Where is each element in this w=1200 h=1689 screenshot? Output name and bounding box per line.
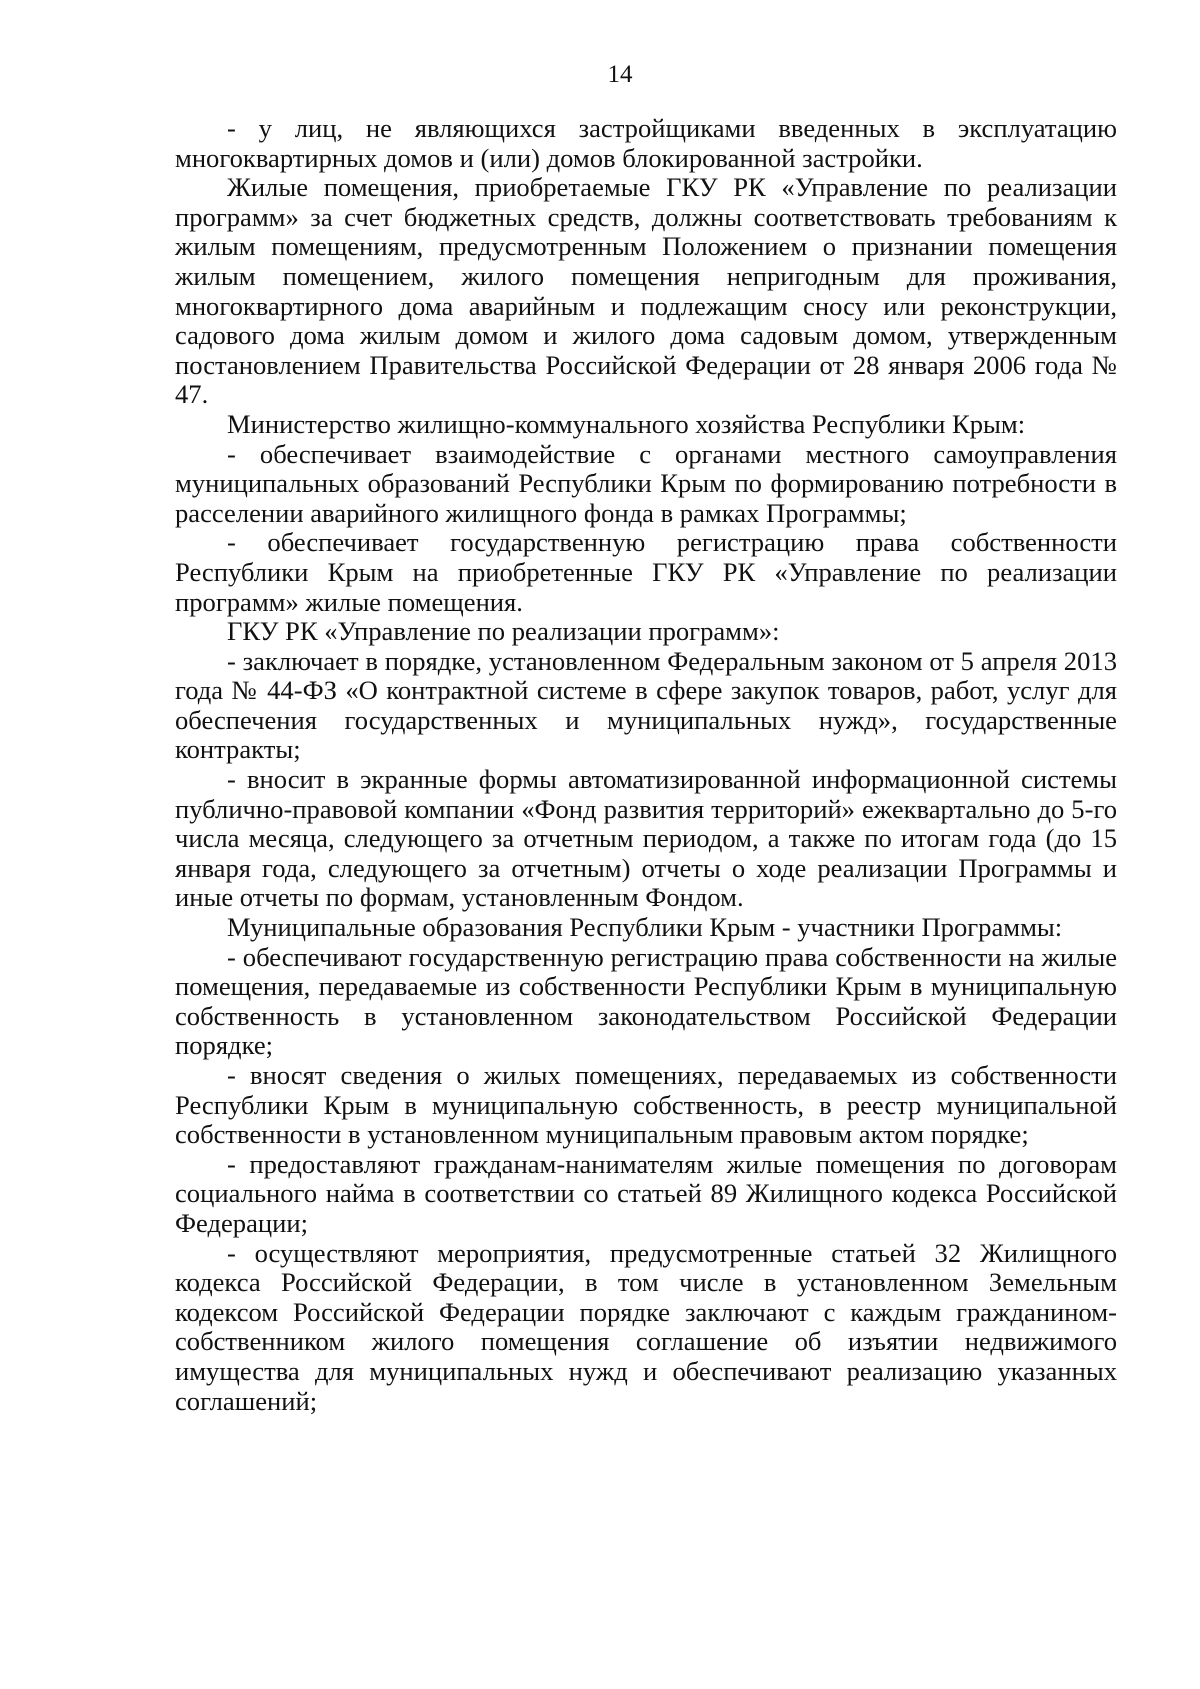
paragraph: Министерство жилищно-коммунального хозяйства Республики Крым: bbox=[227, 408, 1026, 439]
paragraph: - у лиц, не являющихся застройщиками введенных в эксплуатацию многоквартирных домов и (или) домов блокированной застройки. bbox=[175, 113, 1117, 173]
paragraph: ГКУ РК «Управление по реализации программ»: bbox=[227, 616, 780, 647]
document-body bbox=[175, 114, 1117, 1416]
paragraph: - обеспечивает государственную регистрацию права собственности Республики Крым на приобретенные ГКУ РК «Управление по реализации программ» жилые помещения. bbox=[175, 527, 1117, 617]
paragraph: - предоставляют гражданам-нанимателям жилые помещения по договорам социального найма в соответствии со статьей 89 Жилищного кодекса Российской Федерации; bbox=[175, 1148, 1117, 1238]
page-number: 14 bbox=[607, 61, 633, 88]
paragraph: - заключает в порядке, установленном Федеральным законом от 5 апреля 2013 года № 44-ФЗ «О контрактной системе в сфере закупок товаров, работ, услуг для обеспечения государственных и муниципальных нужд», государственные контракты; bbox=[175, 645, 1117, 765]
paragraph: - вносят сведения о жилых помещениях, передаваемых из собственности Республики Крым в муниципальную собственность, в реестр муниципальной собственности в установленном муниципальным правовым актом порядке; bbox=[175, 1060, 1117, 1150]
paragraph: - вносит в экранные формы автоматизированной информационной системы публично-правовой компании «Фонд развития территорий» ежеквартально до 5-го числа месяца, следующего за отчетным периодом, а также по итогам года (до 15 января года, следующего за отчетным) отчеты о ходе реализации Программы и иные отчеты по формам, установленным Фондом. bbox=[175, 764, 1117, 913]
paragraph: Жилые помещения, приобретаемые ГКУ РК «Управление по реализации программ» за счет бюджетных средств, должны соответствовать требованиям к жилым помещениям, предусмотренным Положением о признании помещения жилым помещением, жилого помещения непригодным для проживания, многоквартирного дома аварийным и подлежащим сносу или реконструкции, садового дома жилым домом и жилого дома садовым домом, утвержденным постановлением Правительства Российской Федерации от 28 января 2006 года № 47. bbox=[175, 172, 1117, 410]
paragraph: Муниципальные образования Республики Крым - участники Программы: bbox=[227, 912, 1063, 943]
paragraph: - обеспечивают государственную регистрацию права собственности на жилые помещения, передаваемые из собственности Республики Крым в муниципальную собственность в установленном законодательством Российской Федерации порядке; bbox=[175, 941, 1117, 1061]
paragraph: - обеспечивает взаимодействие с органами местного самоуправления муниципальных образований Республики Крым по формированию потребности в расселении аварийного жилищного фонда в рамках Программы; bbox=[175, 438, 1117, 528]
paragraph: - осуществляют мероприятия, предусмотренные статьей 32 Жилищного кодекса Российской Федерации, в том числе в установленном Земельным кодексом Российской Федерации порядке заключают с каждым гражданином-собственником жилого помещения соглашение об изъятии недвижимого имущества для муниципальных нужд и обеспечивают реализацию указанных соглашений; bbox=[175, 1237, 1117, 1416]
